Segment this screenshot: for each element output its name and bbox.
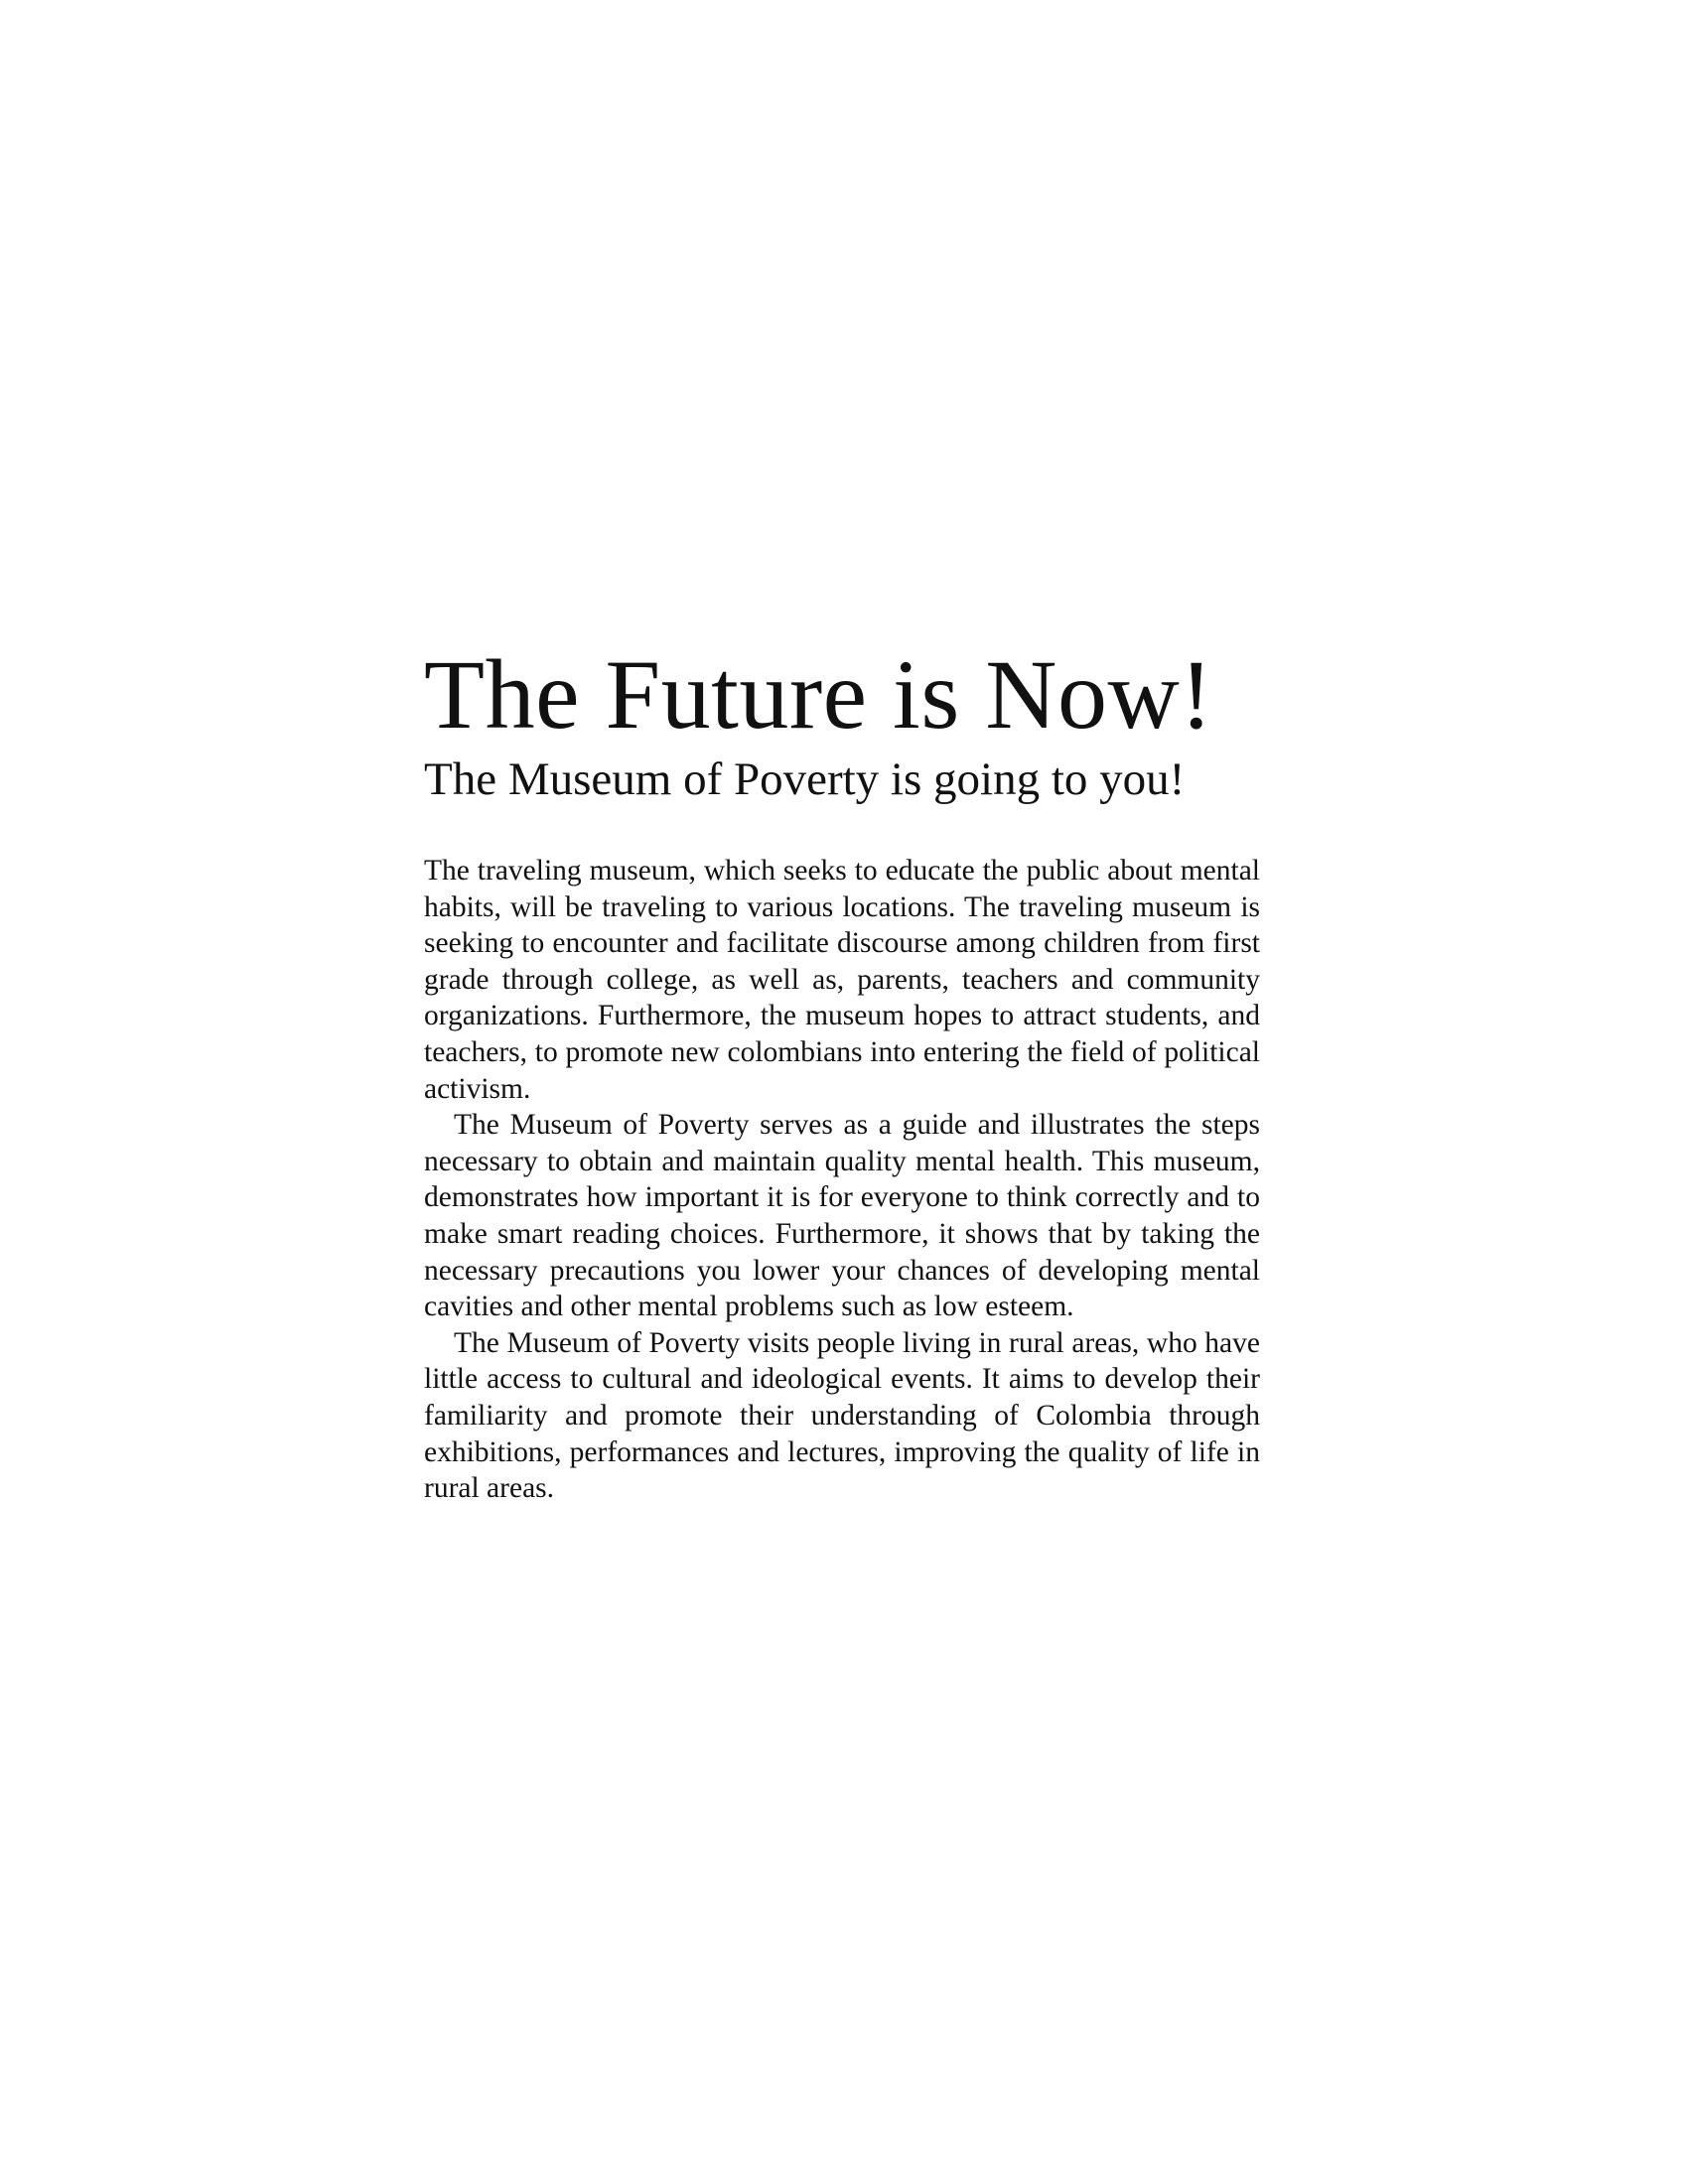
paragraph-3: The Museum of Poverty visits people living in rural areas, who have little access to cultural and ideological events. It aims to develop their familiarity and promote their understanding of Colombia through exhibitions, performances and lectures, improving the quality of life in rural areas.	[424, 1326, 1260, 1505]
paragraph-1: The traveling museum, which seeks to educate the public about mental habits, will be traveling to various locations. The traveling museum is seeking to encounter and facilitate discourse among children from first grade through college, as well as, parents, teachers and community organizations. Furthermore, the museum hopes to attract students, and teachers, to promote new colombians into entering the field of political activism.	[424, 855, 1260, 1105]
article-body	[424, 853, 1260, 1507]
article-title: The Future is Now!	[424, 639, 1213, 750]
article-subtitle: The Museum of Poverty is going to you!	[424, 753, 1186, 805]
article	[424, 640, 1260, 1507]
paragraph-2: The Museum of Poverty serves as a guide and illustrates the steps necessary to obtain and maintain quality mental health. This museum, demonstrates how important it is for everyone to think correctly and to make smart reading choices. Furthermore, it shows that by taking the necessary precautions you lower your chances of developing mental cavities and other mental problems such as low esteem.	[424, 1109, 1260, 1323]
